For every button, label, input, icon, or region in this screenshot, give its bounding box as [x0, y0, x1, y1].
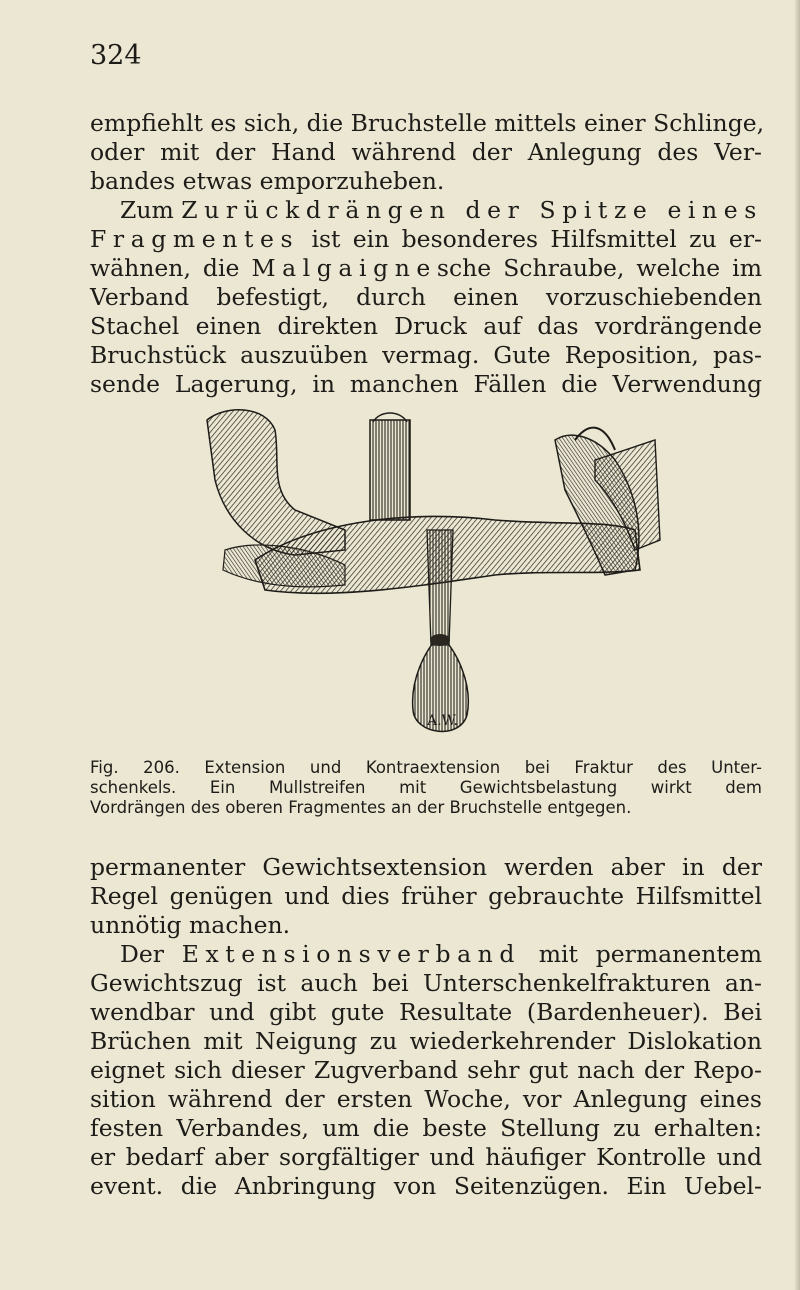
- caption-line: Vordrängen des oberen Fragmentes an der Bruchstelle entgegen.: [90, 798, 632, 817]
- figure-illustration: [195, 400, 665, 750]
- emphasized-text: Zurückdrängen der Spitze eines: [181, 196, 763, 224]
- text-run: Zum: [120, 196, 182, 224]
- text-line: event. die Anbringung von Seitenzügen. Ein Uebel-: [90, 1172, 762, 1200]
- text-line: [90, 254, 762, 283]
- text-line: sition während der ersten Woche, vor Anlegung eines: [90, 1085, 762, 1113]
- text-line: unnötig machen.: [90, 911, 291, 939]
- text-run: mit permanentem: [521, 940, 762, 968]
- text-line: [90, 225, 762, 254]
- emphasized-text: Extensionsverband: [181, 940, 522, 968]
- text-line: empfiehlt es sich, die Bruchstelle mittels einer Schlinge,: [90, 109, 765, 137]
- caption-line: schenkels. Ein Mullstreifen mit Gewichtsbelastung wirkt dem: [90, 778, 762, 797]
- emphasized-text: Fragmentes: [90, 225, 300, 253]
- text-line: Bruchstück auszuüben vermag. Gute Reposition, pas-: [90, 341, 762, 369]
- emphasized-name: Malgaigne: [251, 254, 437, 282]
- page-edge-shadow: [794, 0, 800, 1290]
- page-number: 324: [90, 40, 142, 71]
- text-run: ist ein besonderes Hilfsmittel zu er-: [299, 225, 762, 253]
- text-line: Verband befestigt, durch einen vorzuschiebenden: [90, 283, 762, 311]
- text-line: permanenter Gewichtsextension werden aber in der: [90, 853, 762, 881]
- text-line: eignet sich dieser Zugverband sehr gut nach der Repo-: [90, 1056, 762, 1084]
- text-line: Stachel einen direkten Druck auf das vordrängende: [90, 312, 762, 340]
- figure-caption: [90, 758, 762, 818]
- text-line: sende Lagerung, in manchen Fällen die Verwendung: [90, 370, 762, 398]
- paragraph-top: [90, 109, 765, 399]
- text-line: Gewichtszug ist auch bei Unterschenkelfrakturen an-: [90, 969, 762, 997]
- text-line: festen Verbandes, um die beste Stellung zu erhalten:: [90, 1114, 762, 1142]
- text-line: wendbar und gibt gute Resultate (Bardenheuer). Bei: [90, 998, 762, 1026]
- text-line: [90, 940, 762, 969]
- text-line: oder mit der Hand während der Anlegung des Ver-: [90, 138, 762, 166]
- text-line: er bedarf aber sorgfältiger und häufiger Kontrolle und: [90, 1143, 762, 1171]
- text-run: sche Schraube, welche im: [436, 254, 762, 282]
- leg-traction-illustration: [195, 400, 665, 750]
- text-run: wähnen, die: [90, 254, 252, 282]
- text-line: [90, 196, 762, 225]
- text-run: Der: [120, 940, 182, 968]
- text-line: Brüchen mit Neigung zu wiederkehrender Dislokation: [90, 1027, 762, 1055]
- text-line: Regel genügen und dies früher gebrauchte Hilfsmittel: [90, 882, 762, 910]
- figure-marker: A.W.: [427, 713, 458, 729]
- caption-line: Fig. 206. Extension und Kontraextension bei Fraktur des Unter-: [90, 758, 762, 777]
- paragraph-bottom: [90, 853, 762, 1201]
- text-line: bandes etwas emporzuheben.: [90, 167, 445, 195]
